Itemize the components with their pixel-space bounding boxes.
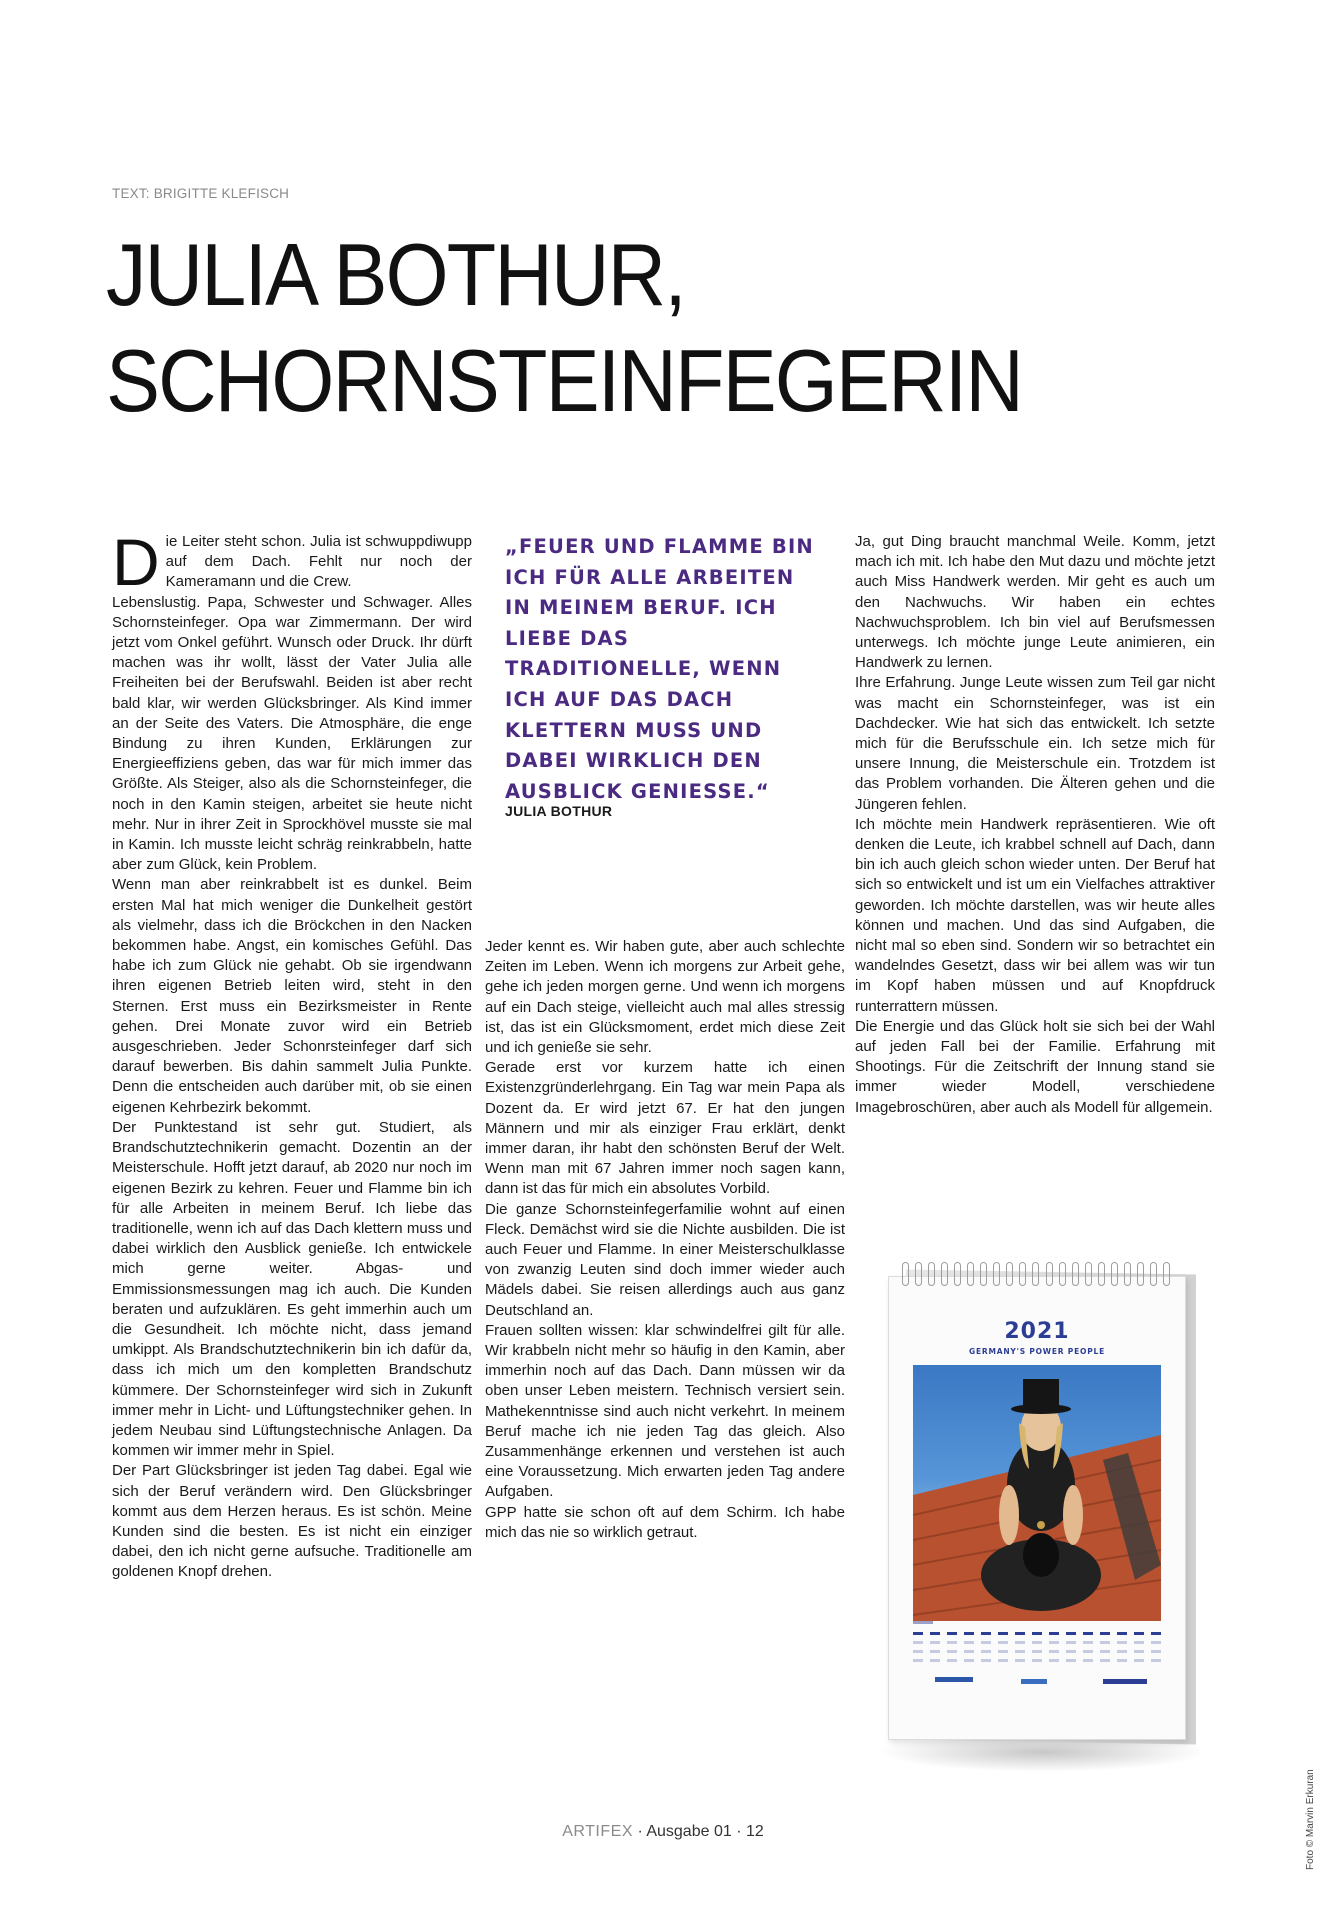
calendar-year: 2021 <box>1004 1319 1070 1344</box>
paragraph: Ich möchte mein Handwerk repräsentieren. Wie oft denken die Leute, ich krabbel schnell auf Dach, dann bin ich auch gleich schon wieder unten. Der Beruf hat sich so entwickelt und ist um ein Vielfaches attraktiver geworden. Ich möchte darstellen, was wir heute alles können und machen. Und das sind Aufgaben, die nicht mal so eben sind. Sondern wir so betrachtet ein wandelndes Gesetzt, dass wir bei allem was wir tun im Kopf haben müssen und auf Knopfdruck runterrattern müssen. <box>855 815 1215 1015</box>
byline: TEXT: BRIGITTE KLEFISCH <box>112 186 290 201</box>
paragraph: Wenn man aber reinkrabbelt ist es dunkel. Beim ersten Mal hat mich weniger die Dunkelheit gestört als vielmehr, dass ich die Bröckchen in den Nacken bekommen habe. Angst, ein komisches Gefühl. Das habe ich zum Glück nie gehabt. Ob sie irgendwann ihren eigenen Betrieb leiten wird, steht in den Sternen. Erst muss ein Bezirksmeister in Rente gehen. Drei Monate zuvor wird ein Betrieb ausgeschrieben. Jeder Schonrsteinfeger darf sich darauf bewerben. Bis dahin sammelt Julia Punkte. Denn die entscheiden auch darüber mit, ob sie einen eigenen Kehrbezirk bekommt. <box>112 876 472 1116</box>
paragraph: Ihre Erfahrung. Junge Leute wissen zum Teil gar nicht was macht ein Schornsteinfeger, was ist ein Dachdecker. Wie hat sich das entwickelt. Ich setzte mich für die Berufsschule ein. Ich setze mich für unsere Innung, die Meisterschule ein. Trotzdem ist das Problem vorhanden. Die Älteren gehen und die Jüngeren fehlen. <box>855 674 1215 813</box>
headline-line-2: SCHORNSTEINFEGERIN <box>106 331 1022 430</box>
calendar-month-label <box>913 1621 933 1624</box>
paragraph: Frauen sollten wissen: klar schwindelfrei gilt für alle. Wir krabbeln nicht mehr so häufig in den Kamin, aber immerhin noch auf das Dach. Dann müssen wir da oben unser Leben meistern. Technisch versiert sein. Mathekenntnisse sind auch nicht verkehrt. In meinem Beruf mache ich nie jeden Tag das gleich. Also Zusammenhänge erkennen und verstehen ist auch eine Voraussetzung. Mich erwarten jeden Tag andere Aufgaben. <box>485 1321 845 1501</box>
paragraph: Die Energie und das Glück holt sie sich bei der Wahl auf jeden Fall bei der Familie. Erfahrung mit Shootings. Für die Zeitschrift der Innung stand sie immer wieder Modell, verschiedene Imagebroschüren, aber auch als Modell für allgemein. <box>855 1017 1215 1116</box>
issue-page-number: · Ausgabe 01 · 12 <box>633 1823 764 1840</box>
paragraph: Die ganze Schornsteinfegerfamilie wohnt auf einen Fleck. Demächst wird sie die Nichte ausbilden. Die ist auch Feuer und Flamme. In einer Meisterschulklasse von zwanzig Leuten sind doch immer wieder auch Mädels dabei. Sie reisen allerdings auch aus ganz Deutschland an. <box>485 1200 845 1319</box>
paragraph: Ja, gut Ding braucht manchmal Weile. Komm, jetzt mach ich mit. Ich habe den Mut dazu und möchte jetzt auch Miss Handwerk werden. Mir geht es auch um den Nachwuchs. Wir haben ein echtes Nachwuchsproblem. Ich bin viel auf Berufsmessen unterwegs. Ich möchte junge Leute animieren, ein Handwerk zu lernen. <box>855 533 1215 672</box>
paragraph: ie Leiter steht schon. Julia ist schwuppdiwupp auf dem Dach. Fehlt nur noch der Kameramann und die Crew. <box>165 533 472 591</box>
headline <box>106 222 1192 434</box>
article-column-2 <box>485 937 845 1543</box>
page-footer <box>0 1823 1326 1841</box>
paragraph: GPP hatte sie schon oft auf dem Schirm. Ich habe mich das nie so wirklich getraut. <box>485 1503 845 1541</box>
calendar-subtitle: GERMANY'S POWER PEOPLE <box>969 1347 1105 1356</box>
pull-quote: „FEUER UND FLAMME BIN ICH FÜR ALLE ARBEITEN IN MEINEM BERUF. ICH LIEBE DAS TRADITIONELLE, WENN ICH AUF DAS DACH KLETTERN MUSS UND DABEI WIRKLICH DEN AUSBLICK GENIESSE.“ <box>505 535 814 803</box>
chimney-sweep-photo-illustration <box>913 1365 1161 1621</box>
pull-quote-author: JULIA BOTHUR <box>505 803 613 819</box>
paragraph: Der Part Glücksbringer ist jeden Tag dabei. Egal wie sich der Beruf verändern wird. Den Glücksbringer kommt aus dem Herzen heraus. Es ist schön. Meine Kunden sind die besten. Es ist nicht ein einziger dabei, den ich nicht gerne aufsuche. Traditionelle am goldenen Knopf drehen. <box>112 1462 472 1581</box>
sponsor-logo <box>1103 1679 1147 1684</box>
headline-line-1: JULIA BOTHUR, <box>106 225 685 324</box>
magazine-name: ARTIFEX <box>562 1823 633 1840</box>
calendar-photo <box>913 1365 1161 1621</box>
drop-cap: D <box>112 525 160 599</box>
sponsor-logo <box>935 1677 973 1682</box>
calendar-page <box>888 1276 1186 1740</box>
paragraph: Gerade erst vor kurzem hatte ich einen Existenzgründerlehrgang. Ein Tag war mein Papa als Dozent da. Er wird jetzt 67. Er hat den jungen Männern und mir als einziger Frau erklärt, denkt immer daran, ihr habt den schönsten Beruf der Welt. Wenn man mit 67 Jahren immer noch sagen kann, dann ist das für mich ein absolutes Vorbild. <box>485 1059 845 1198</box>
article-column-1 <box>112 525 472 1583</box>
calendar-sponsor-logos <box>913 1673 1161 1687</box>
calendar-day-grid <box>913 1629 1161 1669</box>
paragraph: Der Punktestand ist sehr gut. Studiert, als Brandschutztechnikerin gemacht. Dozentin an der Meisterschule. Hofft jetzt darauf, ab 2020 nur noch im eigenen Bezirk zu kehren. Feuer und Flamme bin ich für alle Arbeiten in meinem Beruf. Ich liebe das traditionelle, wenn ich auf das Dach klettern muss und dabei wirklich den Ausblick genieße. Ich entwickele mich gerne weiter. Abgas- und Emmissionsmessungen mag ich auch. Die Kunden beraten und aufzuklären. Es geht immerhin auch um die Gesundheit. Ich möchte nicht, dass jemand umkippt. Als Brandschutztechnikerin bin ich dafür da, dass ich mich um den kompletten Brandschutz kümmere. Der Schornsteinfeger wird sich in Zukunft immer mehr in Licht- und Lüftungstechniker gehen. In jedem Neubau sind Lüftungstechnische Anlagen. Da kommen wir immer mehr in Spiel. <box>112 1118 472 1460</box>
calendar-image <box>888 1262 1194 1747</box>
paragraph: Lebenslustig. Papa, Schwester und Schwager. Alles Schornsteinfeger. Opa war Zimmermann. Der wird jetzt vom Onkel geführt. Wunsch oder Druck. Ihr dürft machen was ihr wollt, lässt der Vater Julia alle Freiheiten bei der Berufswahl. Beiden ist aber recht bald klar, wir werden Glücksbringer. Als Kind immer an der Seite des Vaters. Die Atmosphäre, die enge Bindung zu ihren Kunden, Erklärungen zur Energieeffiziens geben, das war für mich immer das Größte. Als Steiger, also als die Schornsteinfeger, die noch in den Kamin steigen, arbeitet sie heute nicht mehr. Nur in ihrer Zeit in Sprockhövel musste sie mal in Kamin. Ich musste leicht schräg reinkrabbeln, hatte aber zum Glück, kein Problem. <box>112 593 472 874</box>
paragraph: Jeder kennt es. Wir haben gute, aber auch schlechte Zeiten im Leben. Wenn ich morgens zur Arbeit gehe, gehe ich jeden morgen gerne. Und wenn ich morgens auf ein Dach steige, vielleicht auch mal alles stressig ist, das ist ein Glücksmoment, erdet mich diese Zeit und ich genieße sie sehr. <box>485 938 845 1057</box>
article-column-3 <box>855 532 1215 1118</box>
calendar-spiral-binding <box>902 1262 1170 1286</box>
photo-credit: Foto © Marvin Erkuran <box>1305 1769 1316 1870</box>
sponsor-logo <box>1021 1679 1047 1684</box>
